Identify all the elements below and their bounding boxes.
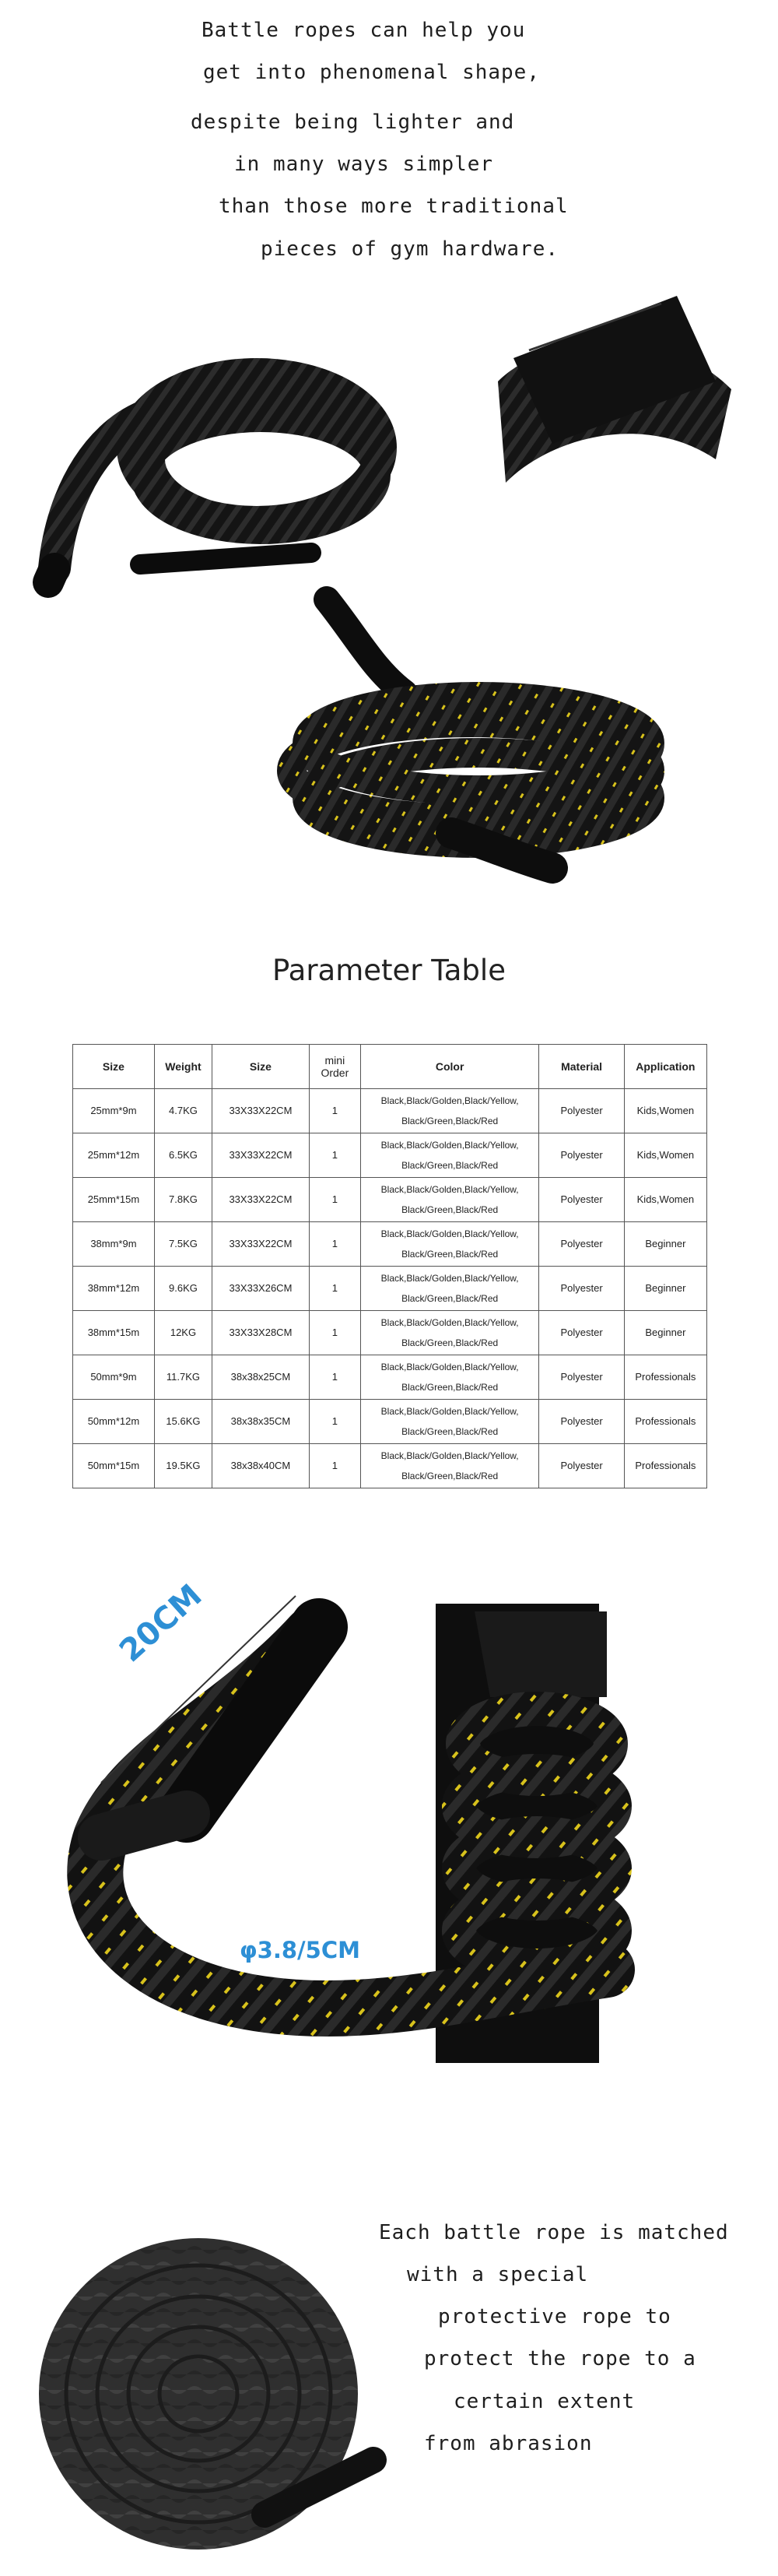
cell-mini-order: 1 <box>309 1400 360 1444</box>
cell-weight: 7.5KG <box>154 1222 212 1267</box>
cell-weight: 6.5KG <box>154 1133 212 1178</box>
cell-size: 25mm*12m <box>73 1133 155 1178</box>
header-mini-order: mini Order <box>309 1045 360 1089</box>
handle-length-label: 20CM <box>113 1577 209 1670</box>
protective-sleeve-image <box>31 2226 397 2569</box>
header-application: Application <box>624 1045 706 1089</box>
cell-package-size: 33X33X22CM <box>212 1089 310 1133</box>
cell-mini-order: 1 <box>309 1222 360 1267</box>
cell-weight: 19.5KG <box>154 1444 212 1488</box>
cell-material: Polyester <box>539 1089 624 1133</box>
cell-package-size: 33X33X22CM <box>212 1133 310 1178</box>
cell-weight: 12KG <box>154 1311 212 1355</box>
cell-package-size: 38x38x35CM <box>212 1400 310 1444</box>
intro-line: in many ways simpler <box>234 153 494 176</box>
sleeve-text-line: with a special <box>407 2263 589 2286</box>
cell-package-size: 38x38x25CM <box>212 1355 310 1400</box>
table-row <box>73 1089 707 1133</box>
table-row <box>73 1178 707 1222</box>
cell-mini-order: 1 <box>309 1133 360 1178</box>
cell-application: Kids,Women <box>624 1089 706 1133</box>
sleeve-text-line: protective rope to <box>438 2305 671 2328</box>
header-material: Material <box>539 1045 624 1089</box>
header-package-size: Size <box>212 1045 310 1089</box>
cell-color: Black,Black/Golden,Black/Yellow, Black/Green,Black/Red <box>360 1400 538 1444</box>
cell-application: Kids,Women <box>624 1178 706 1222</box>
cell-application: Professionals <box>624 1400 706 1444</box>
table-row <box>73 1133 707 1178</box>
parameter-table <box>72 1044 707 1488</box>
cell-weight: 4.7KG <box>154 1089 212 1133</box>
cell-color: Black,Black/Golden,Black/Yellow, Black/Green,Black/Red <box>360 1311 538 1355</box>
cell-application: Professionals <box>624 1355 706 1400</box>
cell-color: Black,Black/Golden,Black/Yellow, Black/Green,Black/Red <box>360 1267 538 1311</box>
intro-line: despite being lighter and <box>191 111 515 134</box>
cell-material: Polyester <box>539 1444 624 1488</box>
cell-material: Polyester <box>539 1133 624 1178</box>
intro-line: get into phenomenal shape, <box>203 61 540 84</box>
cell-color: Black,Black/Golden,Black/Yellow, Black/Green,Black/Red <box>360 1222 538 1267</box>
rope-sleeve-closeup-image <box>482 288 739 490</box>
cell-application: Beginner <box>624 1267 706 1311</box>
table-row <box>73 1444 707 1488</box>
cell-weight: 9.6KG <box>154 1267 212 1311</box>
table-row <box>73 1311 707 1355</box>
cell-material: Polyester <box>539 1311 624 1355</box>
cell-weight: 7.8KG <box>154 1178 212 1222</box>
table-row <box>73 1222 707 1267</box>
cell-size: 25mm*9m <box>73 1089 155 1133</box>
cell-size: 25mm*15m <box>73 1178 155 1222</box>
table-row <box>73 1400 707 1444</box>
cell-package-size: 33X33X26CM <box>212 1267 310 1311</box>
parameter-table-body <box>73 1089 707 1488</box>
cell-application: Beginner <box>624 1222 706 1267</box>
sleeve-text-line: protect the rope to a <box>424 2347 696 2370</box>
table-header-row <box>73 1045 707 1089</box>
rope-dimensions-image <box>70 1604 615 2063</box>
cell-package-size: 33X33X28CM <box>212 1311 310 1355</box>
cell-weight: 11.7KG <box>154 1355 212 1400</box>
cell-package-size: 33X33X22CM <box>212 1222 310 1267</box>
cell-mini-order: 1 <box>309 1355 360 1400</box>
cell-color: Black,Black/Golden,Black/Yellow, Black/Green,Black/Red <box>360 1444 538 1488</box>
sleeve-text-line: from abrasion <box>424 2432 593 2455</box>
sleeve-text-line: Each battle rope is matched <box>379 2221 729 2244</box>
intro-line: than those more traditional <box>219 195 569 218</box>
diameter-label: φ3.8/5CM <box>240 1937 360 1963</box>
cell-application: Kids,Women <box>624 1133 706 1178</box>
cell-size: 38mm*12m <box>73 1267 155 1311</box>
intro-line: pieces of gym hardware. <box>261 237 559 261</box>
header-size: Size <box>73 1045 155 1089</box>
cell-package-size: 33X33X22CM <box>212 1178 310 1222</box>
table-row <box>73 1355 707 1400</box>
cell-material: Polyester <box>539 1222 624 1267</box>
cell-color: Black,Black/Golden,Black/Yellow, Black/Green,Black/Red <box>360 1133 538 1178</box>
cell-material: Polyester <box>539 1267 624 1311</box>
cell-material: Polyester <box>539 1355 624 1400</box>
cell-mini-order: 1 <box>309 1089 360 1133</box>
cell-material: Polyester <box>539 1400 624 1444</box>
cell-size: 38mm*15m <box>73 1311 155 1355</box>
cell-color: Black,Black/Golden,Black/Yellow, Black/Green,Black/Red <box>360 1089 538 1133</box>
cell-size: 50mm*12m <box>73 1400 155 1444</box>
cell-application: Professionals <box>624 1444 706 1488</box>
table-row <box>73 1267 707 1311</box>
header-color: Color <box>360 1045 538 1089</box>
cell-mini-order: 1 <box>309 1178 360 1222</box>
cell-weight: 15.6KG <box>154 1400 212 1444</box>
cell-color: Black,Black/Golden,Black/Yellow, Black/Green,Black/Red <box>360 1355 538 1400</box>
header-weight: Weight <box>154 1045 212 1089</box>
coiled-rope-image <box>31 335 420 592</box>
sleeve-text-line: certain extent <box>454 2390 636 2413</box>
cell-mini-order: 1 <box>309 1267 360 1311</box>
black-yellow-rope-image <box>265 576 669 919</box>
parameter-table-title: Parameter Table <box>272 954 506 987</box>
cell-package-size: 38x38x40CM <box>212 1444 310 1488</box>
cell-application: Beginner <box>624 1311 706 1355</box>
cell-size: 50mm*15m <box>73 1444 155 1488</box>
cell-mini-order: 1 <box>309 1444 360 1488</box>
intro-line: Battle ropes can help you <box>202 19 526 42</box>
cell-material: Polyester <box>539 1178 624 1222</box>
cell-color: Black,Black/Golden,Black/Yellow, Black/Green,Black/Red <box>360 1178 538 1222</box>
cell-size: 50mm*9m <box>73 1355 155 1400</box>
cell-size: 38mm*9m <box>73 1222 155 1267</box>
cell-mini-order: 1 <box>309 1311 360 1355</box>
